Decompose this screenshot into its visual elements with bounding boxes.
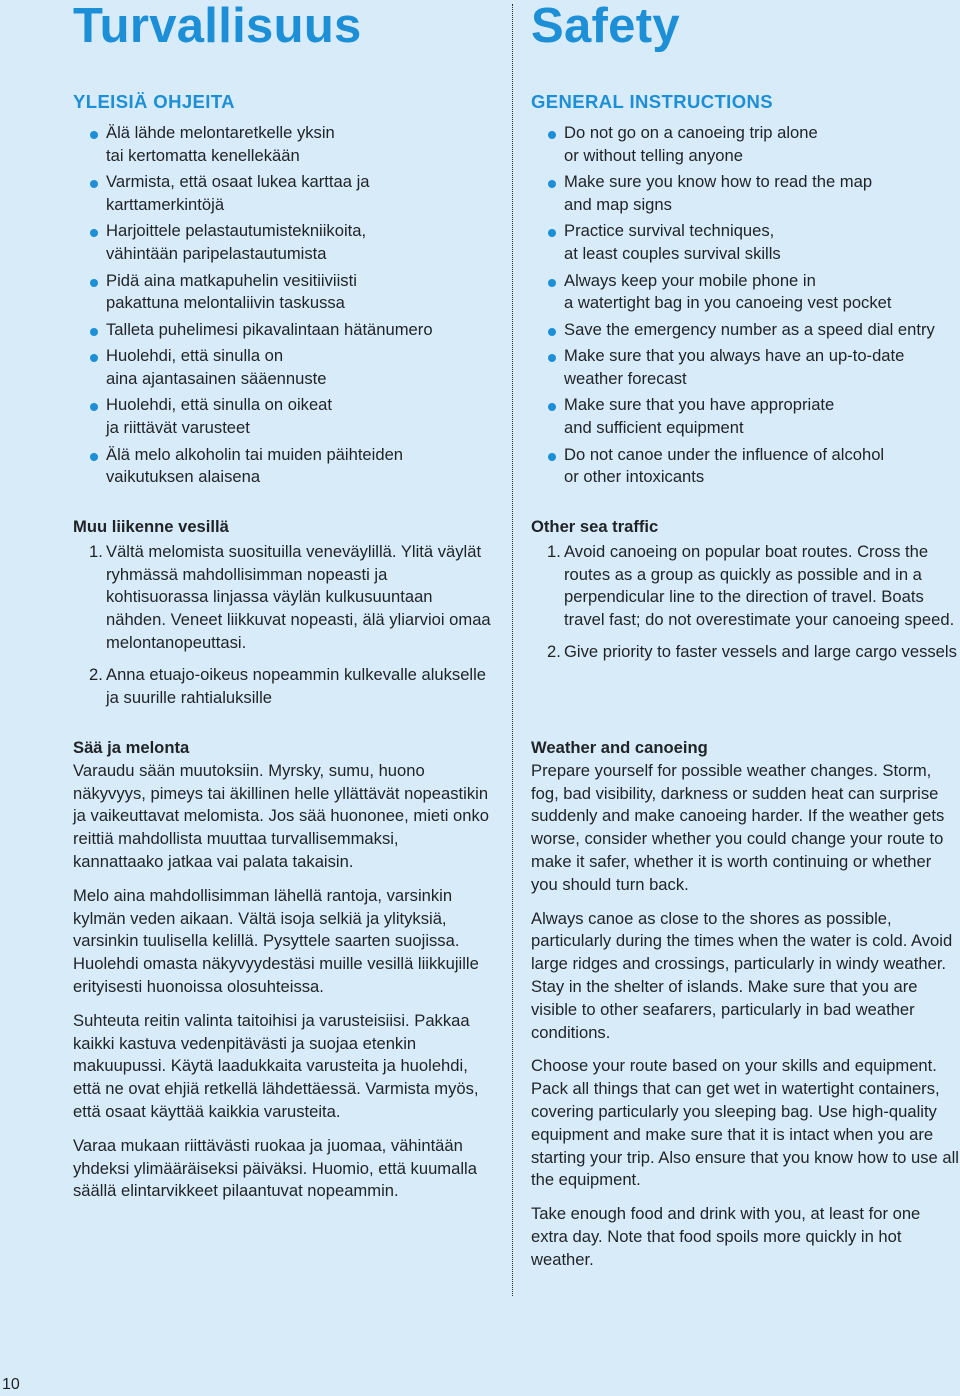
list-item: 2. Anna etuajo-oikeus nopeammin kulkevalle alukselle ja suurille rahtialuksille xyxy=(89,664,487,707)
bullet-icon xyxy=(548,131,556,139)
list-item: Do not go on a canoeing trip alone or without telling anyone xyxy=(531,122,935,168)
instruction-list-finnish xyxy=(73,122,433,493)
section-title-finnish: YLEISIÄ OHJEITA xyxy=(73,91,235,112)
instruction-list-english xyxy=(531,122,935,493)
paragraph: Always canoe as close to the shores as possible, particularly during the times when the water is cold. Avoid large ridges and crossings, particularly in windy weather. Stay in the shelter of islands. Make sure that you are visible to other seafarers, particularly in bad weather conditions. xyxy=(531,908,953,1042)
bullet-icon xyxy=(548,453,556,461)
weather-heading-finnish: Sää ja melonta xyxy=(73,738,190,757)
section-title-english: GENERAL INSTRUCTIONS xyxy=(531,91,774,112)
bullet-icon xyxy=(548,279,556,287)
column-divider xyxy=(512,4,513,1296)
list-item: Älä lähde melontaretkelle yksin tai kertomatta kenellekään xyxy=(73,122,433,168)
traffic-heading-english: Other sea traffic xyxy=(531,517,659,536)
list-item: Huolehdi, että sinulla on aina ajantasainen sääennuste xyxy=(73,345,433,391)
bullet-icon xyxy=(90,131,98,139)
bullet-icon xyxy=(548,403,556,411)
paragraph: Take enough food and drink with you, at least for one extra day. Note that food spoils more quickly in hot weather. xyxy=(531,1204,921,1269)
traffic-section-english xyxy=(531,516,960,673)
list-item: Make sure that you always have an up-to-date weather forecast xyxy=(531,345,935,391)
traffic-list-finnish xyxy=(73,541,493,710)
list-item: Make sure you know how to read the map and map signs xyxy=(531,171,935,217)
list-item: Huolehdi, että sinulla on oikeat ja riittävät varusteet xyxy=(73,394,433,440)
list-item: Do not canoe under the influence of alcohol or other intoxicants xyxy=(531,444,935,490)
list-item: Always keep your mobile phone in a watertight bag in you canoeing vest pocket xyxy=(531,270,935,316)
list-item: Make sure that you have appropriate and sufficient equipment xyxy=(531,394,935,440)
bullet-icon xyxy=(90,328,98,336)
page-title-english: Safety xyxy=(531,0,680,53)
paragraph: Prepare yourself for possible weather changes. Storm, fog, bad visibility, darkness or sudden heat can surprise suddenly and make canoeing harder. If the weather gets worse, consider whether you could change your route to make it safer, whether it is worth continuing or whether you should turn back. xyxy=(531,760,945,894)
list-item: Save the emergency number as a speed dial entry xyxy=(531,319,935,342)
list-item: Varmista, että osaat lukea karttaa ja karttamerkintöjä xyxy=(73,171,433,217)
bullet-icon xyxy=(90,229,98,237)
paragraph: Varaudu sään muutoksiin. Myrsky, sumu, huono näkyvyys, pimeys tai äkillinen helle yllättävät nopeastikin ja vaikeuttavat melomista. Jos sää huononee, mieti onko reittiä mahdollista muuttaa turvallisemmaksi, kannattaako jatkaa vai palata takaisin. xyxy=(73,760,489,871)
list-item: 2. Give priority to faster vessels and large cargo vessels xyxy=(547,641,957,661)
traffic-heading-finnish: Muu liikenne vesillä xyxy=(73,517,229,536)
paragraph: Choose your route based on your skills and equipment. Pack all things that can get wet in watertight containers, covering particularly you sleeping bag. Use high-quality equipment and make sure that it is intact when you are starting your trip. Also ensure that you know how to use all the equipment. xyxy=(531,1056,959,1190)
list-item: Älä melo alkoholin tai muiden päihteiden vaikutuksen alaisena xyxy=(73,444,433,490)
bullet-icon xyxy=(548,328,556,336)
bullet-icon xyxy=(548,180,556,188)
list-item: 1. Avoid canoeing on popular boat routes. Cross the routes as a group as quickly as possible and in a perpendicular line to the direction of travel. Boats travel fast; do not overestimate your canoeing speed. xyxy=(547,541,955,630)
list-item: Practice survival techniques, at least couples survival skills xyxy=(531,220,935,266)
page-number: 10 xyxy=(2,1376,20,1393)
list-item: Pidä aina matkapuhelin vesitiiviisti pakattuna melontaliivin taskussa xyxy=(73,270,433,316)
weather-heading-english: Weather and canoeing xyxy=(531,738,708,757)
page-title-finnish: Turvallisuus xyxy=(73,0,362,53)
paragraph: Varaa mukaan riittävästi ruokaa ja juomaa, vähintään yhdeksi ylimääräiseksi päiväksi. Huomio, että kuumalla säällä elintarvikkeet pilaantuvat nopeammin. xyxy=(73,1135,477,1201)
bullet-icon xyxy=(90,453,98,461)
weather-section-finnish xyxy=(73,737,493,1214)
paragraph: Suhteuta reitin valinta taitoihisi ja varusteisiisi. Pakkaa kaikki kastuva vedenpitävästi ja suojaa etenkin makuupussi. Käytä laadukkaita varusteita ja huolehdi, että ne ovat ehjiä retkellä lähdettäessä. Varmista myös, että osaat käyttää kaikkia varusteita. xyxy=(73,1010,479,1121)
bullet-icon xyxy=(90,403,98,411)
bullet-icon xyxy=(548,354,556,362)
list-item: 1. Vältä melomista suosituilla veneväylillä. Ylitä väylät ryhmässä mahdollisimman nopeasti ja kohtisuorassa linjassa väylän kulkusuuntaan nähden. Veneet liikkuvat nopeasti, älä yliarvioi omaa melontanopeuttasi. xyxy=(89,541,491,652)
weather-section-english xyxy=(531,737,960,1283)
traffic-list-english xyxy=(531,541,960,664)
list-item: Harjoittele pelastautumistekniikoita, vähintään paripelastautumista xyxy=(73,220,433,266)
bullet-icon xyxy=(90,354,98,362)
paragraph: Melo aina mahdollisimman lähellä rantoja, varsinkin kylmän veden aikaan. Vältä isoja selkiä ja ylityksiä, varsinkin tuulisella kelillä. Pysyttele saarten suojissa. Huolehdi omasta näkyvyydestäsi muille vesillä liikkujille erityisesti huonoissa olosuhteissa. xyxy=(73,885,479,996)
bullet-icon xyxy=(548,229,556,237)
list-item: Talleta puhelimesi pikavalintaan hätänumero xyxy=(73,319,433,342)
traffic-section-finnish xyxy=(73,516,493,718)
bullet-icon xyxy=(90,279,98,287)
bullet-icon xyxy=(90,180,98,188)
